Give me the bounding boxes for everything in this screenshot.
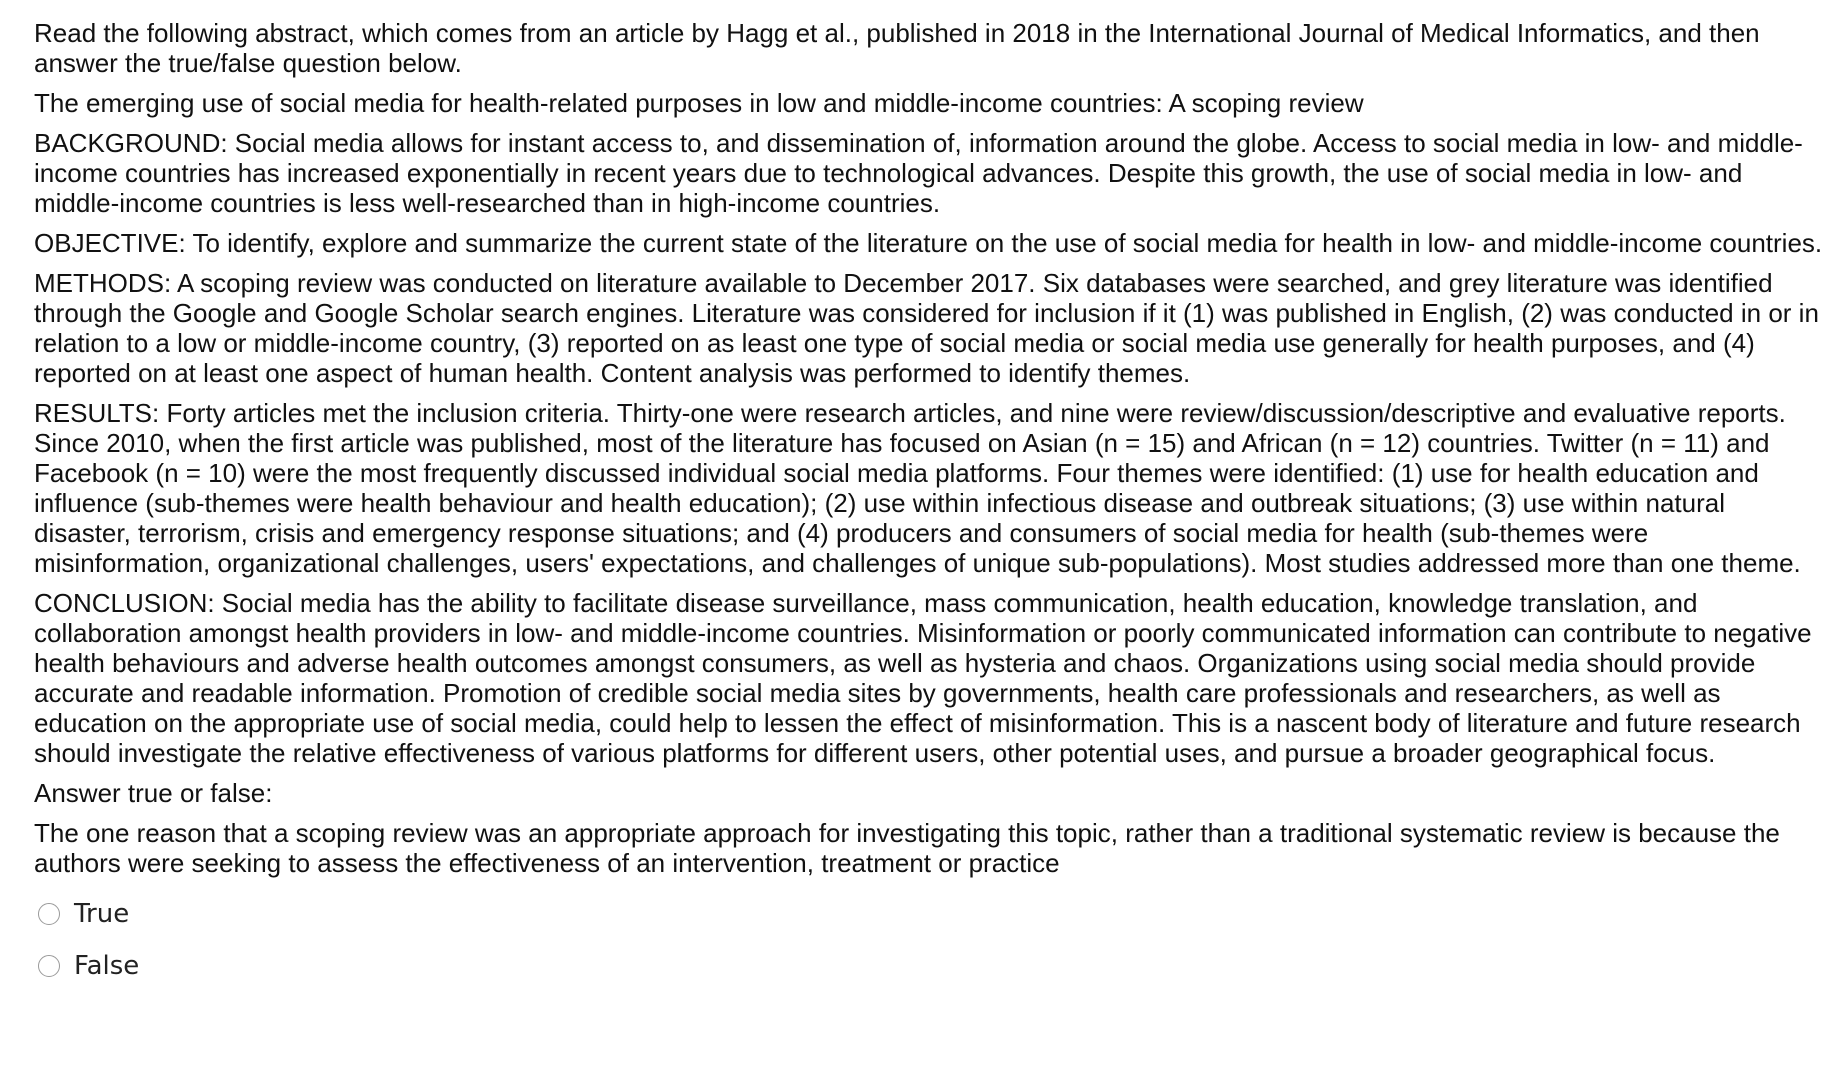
abstract-background: BACKGROUND: Social media allows for instant access to, and dissemination of, information around the globe. Access to social media in low- and middle-income countries has increased exponentially in recent years due to technological advances. Despite this growth, the use of social media in low- and middle-income countries is less well-researched than in high-income countries. (34, 128, 1803, 218)
article-title: The emerging use of social media for health-related purposes in low and middle-income countries: A scoping review (34, 88, 1364, 118)
option-true-label[interactable]: True (74, 899, 130, 929)
answer-options (34, 888, 1824, 992)
option-false-label[interactable]: False (74, 951, 140, 981)
abstract-objective: OBJECTIVE: To identify, explore and summarize the current state of the literature on the use of social media for health in low- and middle-income countries. (34, 228, 1823, 258)
option-true[interactable] (38, 888, 1824, 940)
radio-true[interactable] (38, 903, 60, 925)
abstract-conclusion: CONCLUSION: Social media has the ability to facilitate disease surveillance, mass communication, health education, knowledge translation, and collaboration amongst health providers in low- and middle-income countries. Misinformation or poorly communicated information can contribute to negative health behaviours and adverse health outcomes amongst consumers, as well as hysteria and chaos. Organizations using social media should provide accurate and readable information. Promotion of credible social media sites by governments, health care professionals and researchers, as well as education on the appropriate use of social media, could help to lessen the effect of misinformation. This is a nascent body of literature and future research should investigate the relative effectiveness of various platforms for different users, other potential uses, and pursue a broader geographical focus. (34, 588, 1812, 768)
radio-false[interactable] (38, 955, 60, 977)
abstract-results: RESULTS: Forty articles met the inclusion criteria. Thirty-one were research articles, and nine were review/discussion/descriptive and evaluative reports. Since 2010, when the first article was published, most of the literature has focused on Asian (n = 15) and African (n = 12) countries. Twitter (n = 11) and Facebook (n = 10) were the most frequently discussed individual social media platforms. Four themes were identified: (1) use for health education and influence (sub-themes were health behaviour and health education); (2) use within infectious disease and outbreak situations; (3) use within natural disaster, terrorism, crisis and emergency response situations; and (4) producers and consumers of social media for health (sub-themes were misinformation, organizational challenges, users' expectations, and challenges of unique sub-populations). Most studies addressed more than one theme. (34, 398, 1801, 578)
question-content (34, 18, 1824, 992)
option-false[interactable] (38, 940, 1824, 992)
question-statement: The one reason that a scoping review was an appropriate approach for investigating this topic, rather than a traditional systematic review is because the authors were seeking to assess the effectiveness of an intervention, treatment or practice (34, 818, 1780, 878)
intro-text: Read the following abstract, which comes from an article by Hagg et al., published in 2018 in the International Journal of Medical Informatics, and then answer the true/false question below. (34, 18, 1760, 78)
abstract-methods: METHODS: A scoping review was conducted on literature available to December 2017. Six databases were searched, and grey literature was identified through the Google and Google Scholar search engines. Literature was considered for inclusion if it (1) was published in English, (2) was conducted in or in relation to a low or middle-income country, (3) reported on as least one type of social media or social media use generally for health purposes, and (4) reported on at least one aspect of human health. Content analysis was performed to identify themes. (34, 268, 1819, 388)
question-prompt: Answer true or false: (34, 778, 273, 808)
